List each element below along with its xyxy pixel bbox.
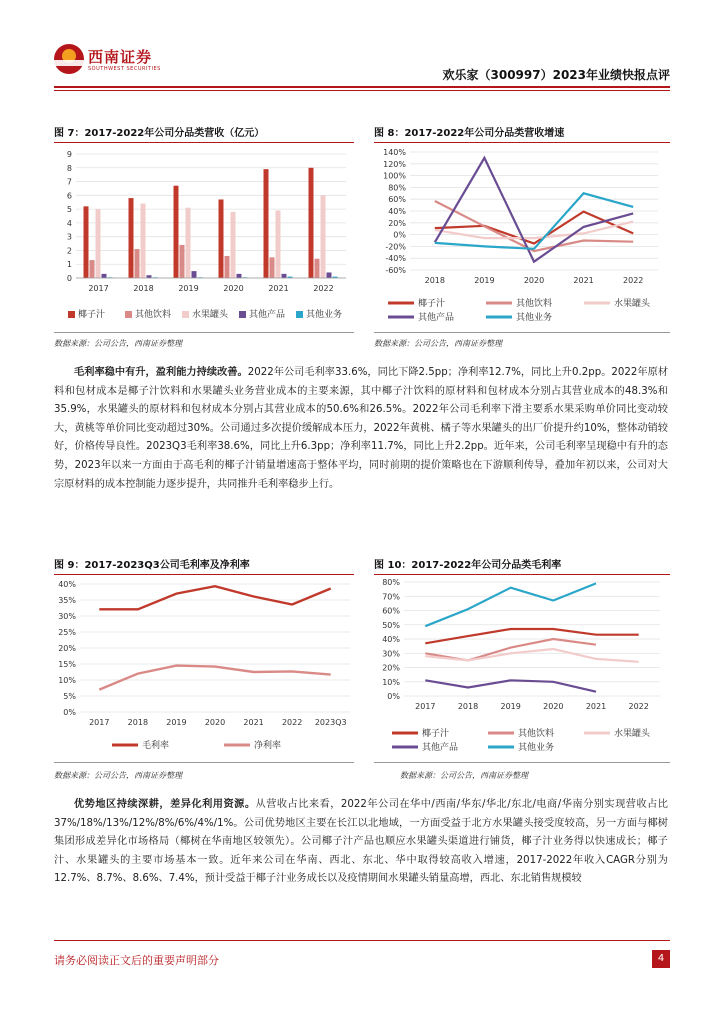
x-tick-label: 2017 <box>415 702 436 711</box>
y-tick-label: 40% <box>58 580 76 589</box>
x-tick-label: 2019 <box>178 284 199 293</box>
y-tick-label: 35% <box>58 596 76 605</box>
logo-text: 西南证券 <box>88 48 153 66</box>
x-tick-label: 2022 <box>623 276 644 285</box>
logo-band <box>54 60 84 66</box>
series-line-2 <box>425 649 638 662</box>
legend-label: 椰子汁 <box>422 729 450 739</box>
x-tick-label: 2019 <box>474 276 495 285</box>
y-tick-label: 80% <box>382 578 400 587</box>
y-tick-label: 20% <box>388 218 406 228</box>
fig10-title: 图 10：2017-2022年公司分品类毛利率 <box>374 560 562 571</box>
page-header-title: 欢乐家（300997）2023年业绩快报点评 <box>442 68 670 82</box>
y-tick-label: 140% <box>383 148 406 157</box>
fig9-title: 图 9：2017-2023Q3公司毛利率及净利率 <box>54 560 250 571</box>
y-tick-label: 40% <box>382 635 400 644</box>
legend-label: 其他业务 <box>516 313 553 323</box>
legend-label: 其他业务 <box>306 310 343 320</box>
bar-0 <box>84 206 89 278</box>
legend-swatch-3 <box>239 311 246 318</box>
logo-subtext: SOUTHWEST SECURITIES <box>88 66 161 72</box>
legend-label: 水果罐头 <box>614 729 651 739</box>
y-tick-label: 5 <box>66 205 72 215</box>
y-tick-label: 70% <box>382 592 400 602</box>
legend-swatch-1 <box>125 311 132 318</box>
legend-label: 水果罐头 <box>192 310 229 320</box>
legend-label: 其他产品 <box>422 743 459 753</box>
bar-0 <box>174 186 179 278</box>
paragraph-margin <box>54 364 668 494</box>
x-tick-label: 2018 <box>133 284 154 293</box>
paragraph-margin-body: 2022年公司毛利率33.6%，同比下降2.5pp；净利率12.7%，同比上升0.2pp。2022年原材料和包材成本是椰子汁饮料和水果罐头业务营业成本的主要来源，其中椰子汁饮料的原材料和包材成本分别占其营业成本的48.3%和35.9%，水果罐头的原材料和包材成本分别占其营业成本的50.6%和26.5%。2022年公司毛利率下滑主要系水果采购单价同比变动较大，黄桃等单价同比变动超过30%。公司通过多次提价缓解成本压力，2022年黄桃、橘子等水果罐头的出厂价提升约10%，整体动销较好，价格传导良性。2023Q3毛利率38.6%，同比上升6.3pp；净利率11.7%，同比上升2.2pp。近年来，公司毛利率呈现稳中有升的态势，2023年以来一方面由于高毛利的椰子汁销量增速高于整体平均，同时前期的提价策略也在下游顺利传导，叠加年初以来，公司对大宗原材料的成本控制能力逐步提升，共同推升毛利率稳步上行。 <box>54 367 669 490</box>
bar-2 <box>231 212 236 278</box>
legend-label: 其他产品 <box>249 310 286 320</box>
fig7-source: 数据来源：公司公告，西南证券整理 <box>54 339 182 348</box>
legend-label: 其他饮料 <box>518 729 555 739</box>
bar-3 <box>282 274 287 278</box>
x-tick-label: 2022 <box>313 284 334 293</box>
bar-0 <box>264 169 269 278</box>
fig7-bottom-rule <box>54 332 354 333</box>
fig10-bottom-rule <box>374 762 670 763</box>
fig9-chart <box>54 576 354 758</box>
x-tick-label: 2023Q3 <box>314 718 347 727</box>
y-tick-label: 0% <box>63 708 76 717</box>
y-tick-label: 0% <box>387 692 400 701</box>
x-tick-label: 2017 <box>88 284 109 293</box>
fig8-title: 图 8：2017-2022年公司分品类营收增速 <box>374 128 565 139</box>
series-line-0 <box>425 629 638 643</box>
fig8-chart <box>374 146 670 328</box>
paragraph-region <box>54 796 668 889</box>
fig10-chart <box>374 576 670 758</box>
fig10-top-rule <box>374 574 670 575</box>
legend-swatch-2 <box>182 311 189 318</box>
y-tick-label: 30% <box>382 649 400 659</box>
x-tick-label: 2018 <box>457 702 479 711</box>
y-tick-label: 30% <box>58 612 76 621</box>
fig9-source: 数据来源：公司公告，西南证券整理 <box>54 771 182 780</box>
y-tick-label: 25% <box>58 628 76 637</box>
y-tick-label: 40% <box>388 207 406 216</box>
bar-2 <box>96 209 101 278</box>
bar-1 <box>225 256 230 278</box>
x-tick-label: 2018 <box>127 718 149 727</box>
series-line-1 <box>99 666 330 690</box>
bar-2 <box>141 204 146 278</box>
bar-1 <box>135 249 140 278</box>
y-tick-label: 80% <box>388 183 406 193</box>
bar-0 <box>219 199 224 278</box>
fig8-top-rule <box>374 142 670 143</box>
y-tick-label: 3 <box>66 232 72 242</box>
x-tick-label: 2020 <box>523 276 545 285</box>
x-tick-label: 2021 <box>573 276 594 285</box>
bar-0 <box>309 168 314 278</box>
y-tick-label: 7 <box>66 177 72 187</box>
fig8-source: 数据来源：公司公告，西南证券整理 <box>374 339 502 348</box>
series-line-2 <box>435 222 633 239</box>
fig8-bottom-rule <box>374 332 670 333</box>
y-tick-label: 100% <box>383 171 406 181</box>
legend-label: 其他饮料 <box>135 310 172 320</box>
y-tick-label: -60% <box>385 266 406 275</box>
x-tick-label: 2020 <box>543 702 564 711</box>
bar-3 <box>102 274 107 278</box>
legend-label: 其他产品 <box>418 313 455 323</box>
y-tick-label: 120% <box>383 159 406 169</box>
legend-label: 净利率 <box>254 741 282 751</box>
bar-2 <box>276 210 281 278</box>
y-tick-label: 0 <box>66 274 72 283</box>
header-rule-thin <box>54 90 670 91</box>
legend-label: 椰子汁 <box>418 299 446 309</box>
bar-1 <box>270 257 275 278</box>
x-tick-label: 2017 <box>89 718 110 727</box>
y-tick-label: 9 <box>66 150 72 159</box>
footer-rule <box>54 940 670 941</box>
y-tick-label: 6 <box>66 191 72 201</box>
fig7-top-rule <box>54 142 354 143</box>
legend-label: 毛利率 <box>142 741 170 751</box>
legend-label: 其他业务 <box>518 743 555 753</box>
x-tick-label: 2020 <box>204 718 226 727</box>
bar-2 <box>186 208 191 278</box>
x-tick-label: 2020 <box>223 284 244 293</box>
y-tick-label: 20% <box>58 644 76 653</box>
x-tick-label: 2019 <box>166 718 187 727</box>
y-tick-label: 4 <box>66 218 72 228</box>
y-tick-label: 60% <box>388 195 406 205</box>
paragraph-margin-lead: 毛利率稳中有升，盈利能力持续改善。 <box>74 367 248 378</box>
y-tick-label: 10% <box>382 677 400 687</box>
y-tick-label: 2 <box>66 246 72 256</box>
bar-3 <box>147 275 152 278</box>
y-tick-label: 1 <box>66 260 72 270</box>
footer-disclaimer: 请务必阅读正文后的重要声明部分 <box>54 954 219 967</box>
paragraph-region-body: 从营收占比来看，2022年公司在华中/西南/华东/华北/东北/电商/华南分别实现营收占比37%/18%/13%/12%/8%/6%/4%/1%。公司优势地区主要在长江以北地域，一方面受益于北方水果罐头接受度较高，另一方面与椰树集团形成差异化市场格局（椰树在华南地区较领先）。公司椰子汁产品也顺应水果罐头渠道进行铺货，椰子汁业务得以快速成长；椰子汁、水果罐头的主要市场基本一致。近年来公司在华南、西北、东北、华中取得较高收入增速，2017-2022年收入CAGR分别为12.7%、8.7%、8.6%、7.4%，预计受益于椰子汁业务成长以及疫情期间水果罐头销量高增，西北、东北销售规模较 <box>54 799 668 885</box>
legend-label: 水果罐头 <box>614 299 651 309</box>
fig10-source: 数据来源：公司公告，西南证券整理 <box>400 771 528 780</box>
x-tick-label: 2021 <box>585 702 607 711</box>
bar-2 <box>321 195 326 278</box>
x-tick-label: 2019 <box>500 702 521 711</box>
y-tick-label: 20% <box>382 663 400 673</box>
y-tick-label: 5% <box>63 692 76 701</box>
bar-0 <box>129 198 134 278</box>
series-line-1 <box>425 639 596 660</box>
y-tick-label: 10% <box>58 676 76 685</box>
x-tick-label: 2022 <box>628 702 649 711</box>
legend-swatch-0 <box>68 311 75 318</box>
legend-swatch-4 <box>296 311 303 318</box>
fig7-chart <box>54 146 354 328</box>
bar-3 <box>327 272 332 278</box>
y-tick-label: 8 <box>66 163 72 173</box>
bar-1 <box>180 245 185 278</box>
x-tick-label: 2021 <box>268 284 289 293</box>
y-tick-label: 50% <box>382 620 400 630</box>
series-line-4 <box>425 583 596 626</box>
x-tick-label: 2018 <box>424 276 445 285</box>
x-tick-label: 2021 <box>243 718 264 727</box>
bar-3 <box>192 271 197 278</box>
y-tick-label: 15% <box>58 660 76 669</box>
paragraph-region-lead: 优势地区持续深耕，差异化利用资源。 <box>74 799 256 810</box>
y-tick-label: -40% <box>385 254 406 264</box>
x-tick-label: 2022 <box>281 718 303 727</box>
legend-label: 椰子汁 <box>78 310 106 320</box>
fig9-bottom-rule <box>54 762 354 763</box>
y-tick-label: 0% <box>393 230 406 240</box>
legend-label: 其他饮料 <box>516 299 553 309</box>
y-tick-label: 60% <box>382 606 400 616</box>
series-line-0 <box>99 586 330 609</box>
bar-3 <box>237 274 242 278</box>
bar-1 <box>315 259 320 278</box>
page-number: 4 <box>652 950 670 968</box>
fig9-top-rule <box>54 574 354 575</box>
y-tick-label: -20% <box>385 242 406 252</box>
bar-1 <box>90 260 95 278</box>
fig7-title: 图 7：2017-2022年公司分品类营收（亿元） <box>54 128 265 139</box>
header-rule <box>54 86 670 88</box>
